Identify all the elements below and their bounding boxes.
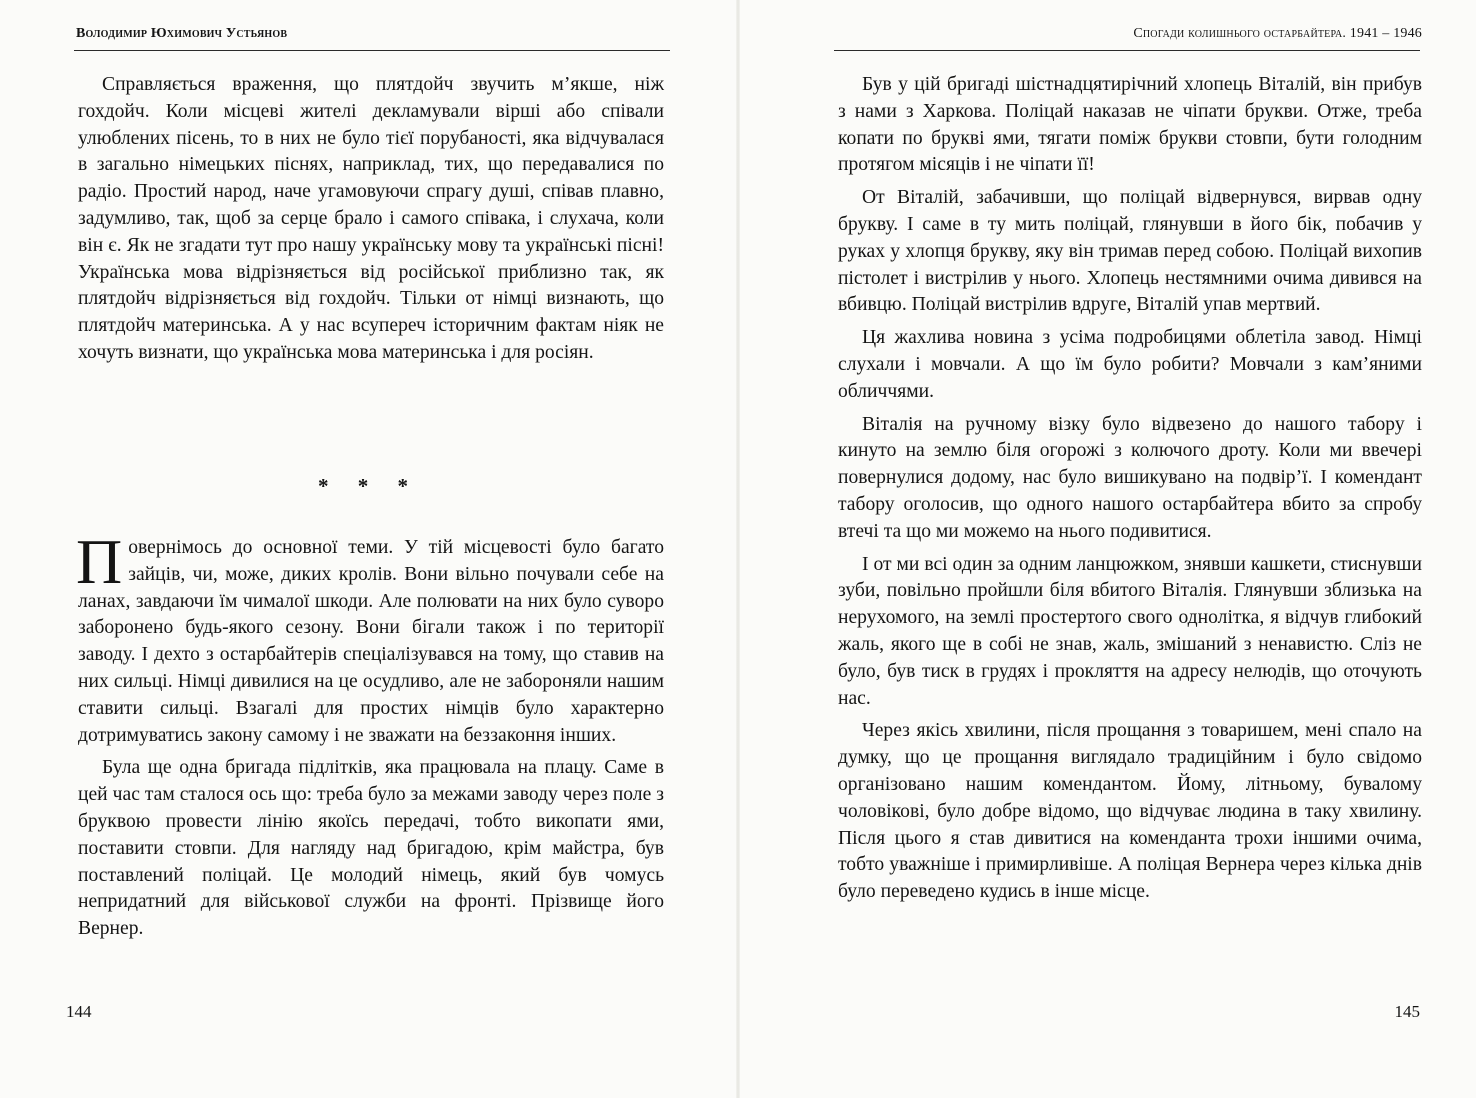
- paragraph: Була ще одна бригада підлітків, яка працювала на плацу. Саме в цей час там сталося ось що: треба було за межами заводу через поле з бруквою провести лінію якоїсь передачі, тобто викопати ями, поставити стовпи. Для нагляду над бригадою, крім майстра, був поставлений поліцай. Це молодий німець, який був чомусь непридатний для військової служби на фронті. Прізвище його Вернер.: [78, 757, 664, 940]
- drop-cap: П: [76, 526, 123, 597]
- text-block: [838, 72, 1422, 906]
- section-separator: * * *: [318, 474, 420, 498]
- paragraph-with-drop-cap: [76, 526, 664, 749]
- text-block-top: [78, 72, 664, 367]
- header-rule: [834, 50, 1420, 51]
- paragraph: І от ми всі один за одним ланцюжком, знявши кашкети, стиснувши зуби, повільно пройшли біля вбитого Віталія. Глянувши зблизька на нерухомого, на землі простертого свого однолітка, я відчув глибокий жаль, якого ще в собі не знав, жаль, змішаний з ненавистю. Сліз не було, був тиск в грудях і прокляття на адресу нелюдів, що оточують нас.: [838, 553, 1422, 709]
- paragraph: Віталія на ручному візку було відвезено до нашого табору і кинуто на землю біля огорожі з колючого дроту. Коли ми ввечері повернулися додому, нас було вишикувано на подвір’ї. І комендант табору оголосив, що одного нашого остарбайтера вбито за спробу втечі та що ми можемо на нього подивитися.: [838, 413, 1422, 542]
- right-page: [738, 0, 1476, 1098]
- paragraph: Був у цій бригаді шістнадцятирічний хлопець Віталій, він прибув з нами з Харкова. Поліцай наказав не чіпати брукви. Отже, треба копати по брукві ями, тягати поміж брукви стовпи, бути голодним протягом місяців і не чіпати її!: [838, 74, 1422, 176]
- header-rule: [74, 50, 670, 51]
- paragraph: Ця жахлива новина з усіма подробицями облетіла завод. Німці слухали і мовчали. А що їм було робити? Мовчали з кам’яними обличчями.: [838, 327, 1422, 402]
- running-head-title: Спогади колишнього остарбайтера. 1941 – 1946: [1133, 26, 1422, 41]
- running-head-author: Володимир Юхимович Устьянов: [76, 26, 288, 41]
- page-number: 145: [1394, 1002, 1420, 1021]
- paragraph: От Віталій, забачивши, що поліцай відвернувся, вирвав одну брукву. І саме в ту мить поліцай, глянувши в його бік, побачив у руках у хлопця брукву, яку він тримав перед собою. Поліцай вихопив пістолет і вистрілив у нього. Хлопець нестямними очима дивився на вбивцю. Поліцай вистрілив вдруге, Віталій упав мертвий.: [838, 187, 1422, 316]
- text-block-bottom: [76, 526, 664, 943]
- paragraph: Через якісь хвилини, після прощання з товаришем, мені спало на думку, що це прощання виглядало традиційним і було свідомо організовано нашим комендантом. Йому, літньому, бувалому чоловікові, було добре відомо, що відчуває людина в таку хвилину. Після цього я став дивитися на коменданта трохи іншими очима, тобто уважніше і примирливіше. А поліцая Вернера через кілька днів було переведено кудись в інше місце.: [838, 720, 1422, 903]
- page-number: 144: [66, 1002, 92, 1021]
- paragraph-text: овернімось до основної теми. У тій місцевості було багато зайців, чи, може, диких кролів. Вони вільно почували себе на ланах, завдаючи їм чималої шкоди. Але полювати на них було суворо заборонено будь-якого сезону. Вони бігали також і по території заводу. І дехто з остарбайтерів спеціалізувався на тому, що ставив на них сильці. Німці дивилися на це осудливо, але не забороняли нашим ставити сильці. Взагалі для простих німців було характерно дотримуватись закону самому і не зважати на беззаконня інших.: [78, 537, 664, 746]
- paragraph: Справляється враження, що плятдойч звучить м’якше, ніж гохдойч. Коли місцеві жителі декламували вірші або співали улюблених пісень, то в них не було тієї порубаності, яка відчувалася в загально німецьких піснях, наприклад, тих, що передавалися по радіо. Простий народ, наче угамовуючи спрагу душі, співав плавно, задумливо, так, щоб за серце брало і самого співака, і слухача, коли він є. Як не згадати тут про нашу українську мову та українські пісні! Українська мова відрізняється від російської приблизно так, як плятдойч відрізняється від гохдойч. Тільки от німці визнають, що плятдойч материнська. А у нас всупереч історичним фактам ніяк не хочуть визнати, що українська мова материнська і для росіян.: [78, 74, 664, 363]
